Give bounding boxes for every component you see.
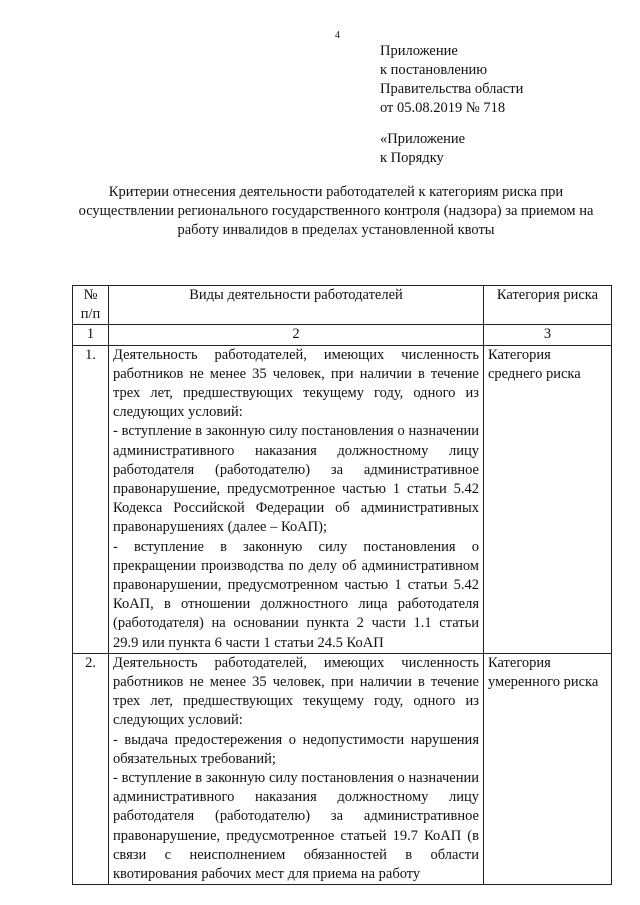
activity-paragraph: - выдача предостережения о недопустимости нарушения обязательных требований; bbox=[113, 731, 479, 767]
appendix-header bbox=[380, 42, 523, 118]
activity-paragraph: - вступление в законную силу постановления о назначении административного наказания должностному лицу работодателя (работодателю) за административное правонарушение, предусмотренное частью 1 статьи 5.42 Кодекса Российской Федерации об административных правонарушениях (далее – КоАП); bbox=[113, 423, 479, 536]
appendix-sub bbox=[380, 130, 465, 168]
row-num: 2. bbox=[73, 653, 109, 884]
index-cell: 1 bbox=[73, 325, 109, 345]
page-number: 4 bbox=[335, 30, 340, 41]
criteria-table bbox=[72, 285, 612, 885]
index-cell: 3 bbox=[484, 325, 612, 345]
appendix-line: к постановлению bbox=[380, 62, 488, 78]
appendix-sub-line: к Порядку bbox=[380, 150, 444, 166]
row-category: Категория умеренного риска bbox=[484, 653, 612, 884]
row-activity bbox=[109, 653, 484, 884]
activity-paragraph: - вступление в законную силу постановления о прекращении производства по делу об административном правонарушении, предусмотренном частью 1 статьи 5.42 КоАП, в отношении должностного лица работодателя (работодателя) на основании пункта 2 части 1.1 статьи 29.9 или пункта 6 части 1 статьи 24.5 КоАП bbox=[113, 538, 479, 651]
table-header-row bbox=[73, 286, 612, 325]
row-category: Категория среднего риска bbox=[484, 345, 612, 653]
appendix-line: от 05.08.2019 № 718 bbox=[380, 100, 506, 116]
table-index-row bbox=[73, 325, 612, 345]
table-row bbox=[73, 653, 612, 884]
header-category: Категория риска bbox=[484, 286, 612, 325]
appendix-line: Правительства области bbox=[380, 81, 524, 97]
row-activity bbox=[109, 345, 484, 653]
row-num: 1. bbox=[73, 345, 109, 653]
appendix-sub-line: «Приложение bbox=[380, 131, 466, 147]
appendix-line: Приложение bbox=[380, 43, 458, 59]
header-num: № п/п bbox=[73, 286, 109, 325]
table-row bbox=[73, 345, 612, 653]
index-cell: 2 bbox=[109, 325, 484, 345]
document-title: Критерии отнесения деятельности работодателей к категориям риска при осуществлении регионального государственного контроля (надзора) за приемом на работу инвалидов в пределах установленной квоты bbox=[78, 184, 594, 238]
activity-paragraph: - вступление в законную силу постановления о назначении административного наказания должностному лицу работодателя (работодателю) за административное правонарушение, предусмотренное статьей 19.7 КоАП (в связи с неисполнением обязанностей в области квотирования рабочих мест для приема на работу bbox=[113, 770, 479, 883]
activity-paragraph: Деятельность работодателей, имеющих численность работников не менее 35 человек, при наличии в течение трех лет, предшествующих текущему году, одного из следующих условий: bbox=[113, 654, 479, 729]
header-activity: Виды деятельности работодателей bbox=[109, 286, 484, 325]
activity-paragraph: Деятельность работодателей, имеющих численность работников не менее 35 человек, при наличии в течение трех лет, предшествующих текущему году, одного из следующих условий: bbox=[113, 346, 479, 421]
